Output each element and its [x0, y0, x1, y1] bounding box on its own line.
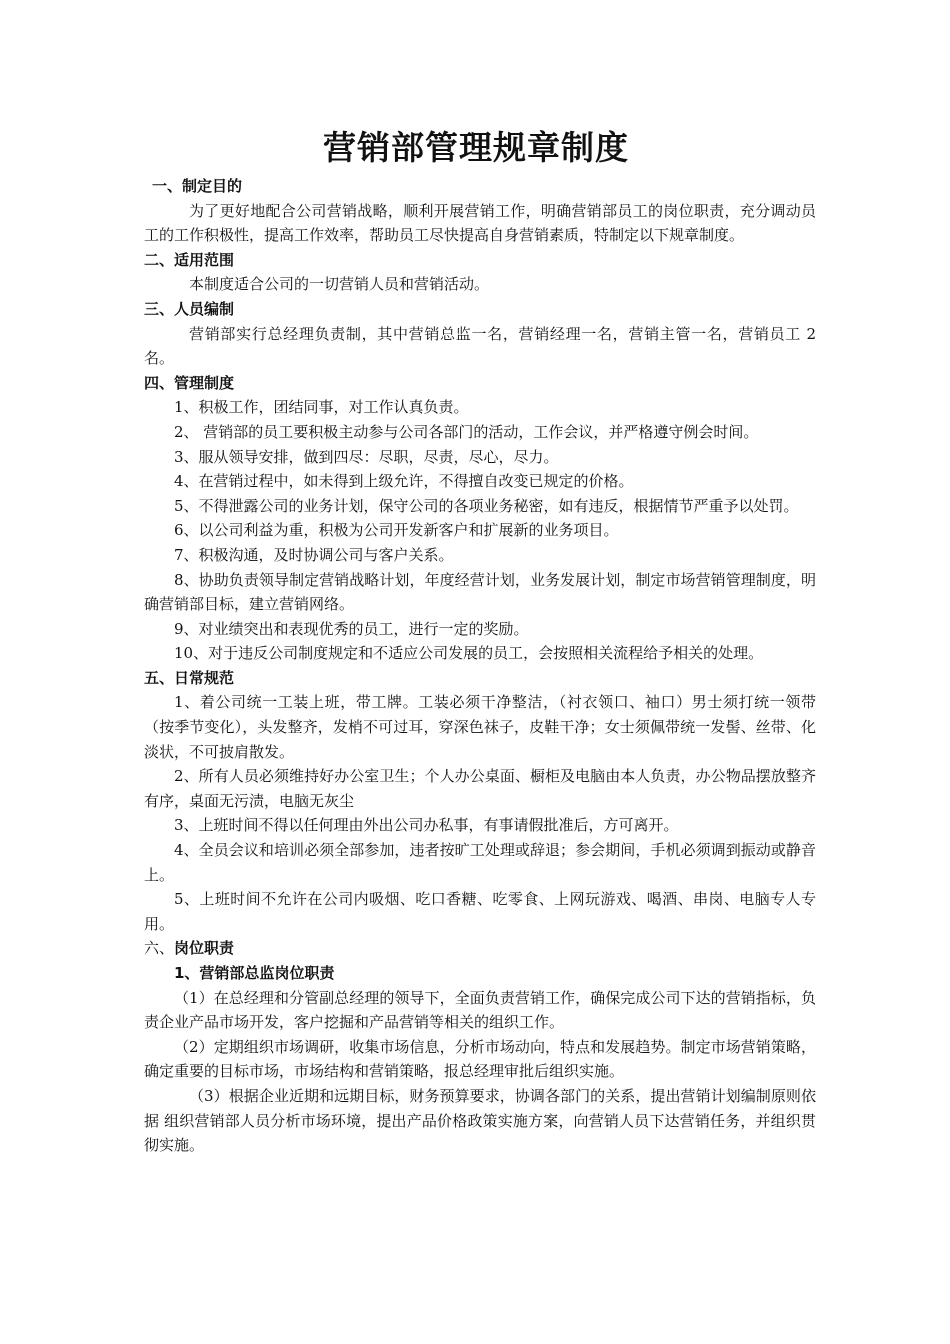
- section-heading-purpose: 一、制定目的: [152, 177, 243, 195]
- list-item: 1、积极工作，团结同事，对工作认真负责。: [174, 398, 469, 417]
- list-item: 8、协助负责领导制定营销战略计划，年度经营计划，业务发展计划，制定市场营销管理制度，明确营销部目标，建立营销网络。: [144, 570, 816, 614]
- section-heading-staffing: 三、人员编制: [144, 299, 235, 318]
- list-item: 10、对于违反公司制度规定和不适应公司发展的员工，会按照相关流程给予相关的处理。: [174, 644, 764, 663]
- subheading-director-duties: 1、营销部总监岗位职责: [174, 964, 335, 982]
- list-item: 3、上班时间不得以任何理由外出公司办私事，有事请假批准后，方可离开。: [174, 816, 679, 835]
- section-heading-duties: [144, 936, 816, 961]
- paragraph: 为了更好地配合公司营销战略，顺利开展营销工作，明确营销部员工的岗位职责，充分调动员工的工作积极性，提高工作效率，帮助员工尽快提高自身营销素质，特制定以下规章制度。: [144, 201, 816, 245]
- list-item: （1）在总经理和分管副总经理的领导下，全面负责营销工作，确保完成公司下达的营销指标，负责企业产品市场开发，客户挖掘和产品营销等相关的组织工作。: [144, 988, 816, 1032]
- list-item: （3）根据企业近期和远期目标，财务预算要求，协调各部门的关系，提出营销计划编制原则依据 组织营销部人员分析市场环境，提出产品价格政策实施方案，向营销人员下达营销任务，并组织贯彻实施。: [144, 1086, 816, 1155]
- list-item: 9、对业绩突出和表现优秀的员工，进行一定的奖励。: [174, 619, 529, 638]
- list-item: （2）定期组织市场调研，收集市场信息，分析市场动向，特点和发展趋势。制定市场营销策略，确定重要的目标市场，市场结构和营销策略，报总经理审批后组织实施。: [144, 1037, 816, 1081]
- list-item: 4、在营销过程中，如未得到上级允许，不得擅自改变已规定的价格。: [174, 472, 634, 491]
- section-heading-text: 岗位职责: [174, 939, 235, 958]
- document-title: 营销部管理规章制度: [323, 128, 629, 167]
- list-item: 7、积极沟通，及时协调公司与客户关系。: [174, 545, 454, 564]
- paragraph: 本制度适合公司的一切营销人员和营销活动。: [189, 275, 490, 294]
- section-heading-scope: 二、适用范围: [144, 250, 235, 269]
- document-body: [144, 174, 816, 1158]
- paragraph: 营销部实行总经理负责制，其中营销总监一名，营销经理一名，营销主管一名，营销员工 2 名。: [144, 324, 816, 368]
- list-item: 2、所有人员必须维持好办公室卫生；个人办公桌面、橱柜及电脑由本人负责，办公物品摆放整齐有序，桌面无污渍，电脑无灰尘: [144, 767, 816, 810]
- section-heading-management: 四、管理制度: [144, 373, 235, 392]
- list-item: 6、以公司利益为重，积极为公司开发新客户和扩展新的业务项目。: [174, 521, 619, 540]
- list-item: 2、 营销部的员工要积极主动参与公司各部门的活动，工作会议，并严格遵守例会时间。: [174, 422, 759, 441]
- section-heading-daily-rules: 五、日常规范: [144, 668, 235, 687]
- list-item: 4、全员会议和培训必须全部参加，违者按旷工处理或辞退；参会期间，手机必须调到振动或静音上。: [144, 841, 816, 884]
- list-item: 5、不得泄露公司的业务计划，保守公司的各项业务秘密，如有违反，根据情节严重予以处罚。: [174, 496, 799, 515]
- list-item: 1、着公司统一工装上班，带工牌。工装必须干净整洁，（衬衣领口、袖口）男士须打统一领带（按季节变化），头发整齐，发梢不可过耳，穿深色袜子，皮鞋干净；女士须佩带统一发髻、丝带、化淡状，不可披肩散发。: [144, 693, 816, 761]
- list-item: 3、服从领导安排，做到四尽：尽职，尽责，尽心，尽力。: [174, 447, 559, 466]
- list-item: 5、上班时间不允许在公司内吸烟、吃口香糖、吃零食、上网玩游戏、喝酒、串岗、电脑专人专用。: [144, 890, 816, 933]
- section-heading-prefix: 六、: [144, 939, 175, 958]
